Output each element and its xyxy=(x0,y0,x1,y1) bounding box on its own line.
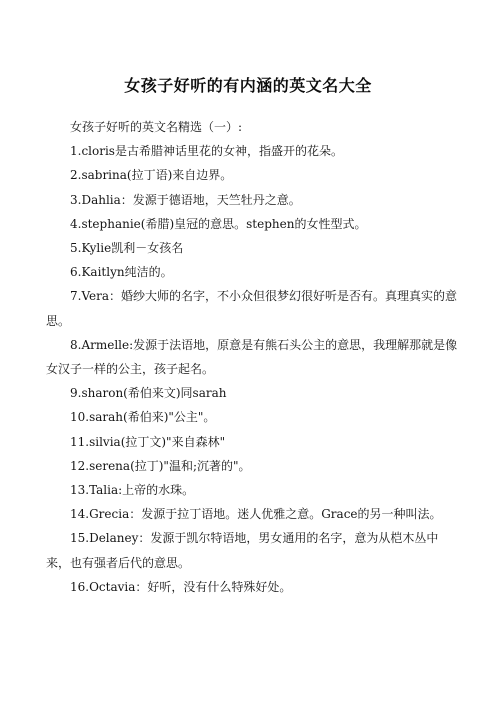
paragraph-item-12: 12.serena(拉丁)"温和;沉著的"。 xyxy=(70,458,251,473)
document-title: 女孩子好听的有内涵的英文名大全 xyxy=(124,76,372,95)
paragraph-item-15: 15.Delaney：发源于凯尔特语地，男女通用的名字，意为从桤木丛中来，也有强者后代的意思。 xyxy=(46,531,439,570)
paragraph-item-2: 2.sabrina(拉丁语)来自边界。 xyxy=(70,168,233,183)
paragraph-item-5: 5.Kylie凯利－女孩名 xyxy=(70,241,184,256)
document-body xyxy=(46,115,458,599)
paragraph-item-14: 14.Grecia：发源于拉丁语地。迷人优雅之意。Grace的另一种叫法。 xyxy=(70,507,442,522)
paragraph-item-8: 8.Armelle:发源于法语地，原意是有熊石头公主的意思，我理解那就是像女汉子一样的公主，孩子起名。 xyxy=(46,337,458,377)
paragraph-item-11: 11.silvia(拉丁文)"来自森林" xyxy=(70,434,226,449)
paragraph-item-1: 1.cloris是古希腊神话里花的女神，指盛开的花朵。 xyxy=(70,144,343,159)
paragraph-item-3: 3.Dahlia：发源于德语地，天竺牡丹之意。 xyxy=(70,192,301,207)
paragraph-item-6: 6.Kaitlyn纯洁的。 xyxy=(70,265,173,280)
paragraph-item-9: 9.sharon(希伯来文)同sarah xyxy=(70,386,227,401)
paragraph-item-4: 4.stephanie(希腊)皇冠的意思。stephen的女性型式。 xyxy=(70,216,367,231)
paragraph-item-16: 16.Octavia：好听，没有什么特殊好处。 xyxy=(70,579,292,594)
paragraph-item-13: 13.Talia:上帝的水珠。 xyxy=(70,483,195,498)
paragraph-item-10: 10.sarah(希伯来)"公主"。 xyxy=(70,410,216,425)
paragraph-item-7: 7.Vera：婚纱大师的名字，不小众但很梦幻很好听是否有。真理真实的意思。 xyxy=(46,289,458,328)
paragraph-intro: 女孩子好听的英文名精选（一）: xyxy=(70,120,243,134)
